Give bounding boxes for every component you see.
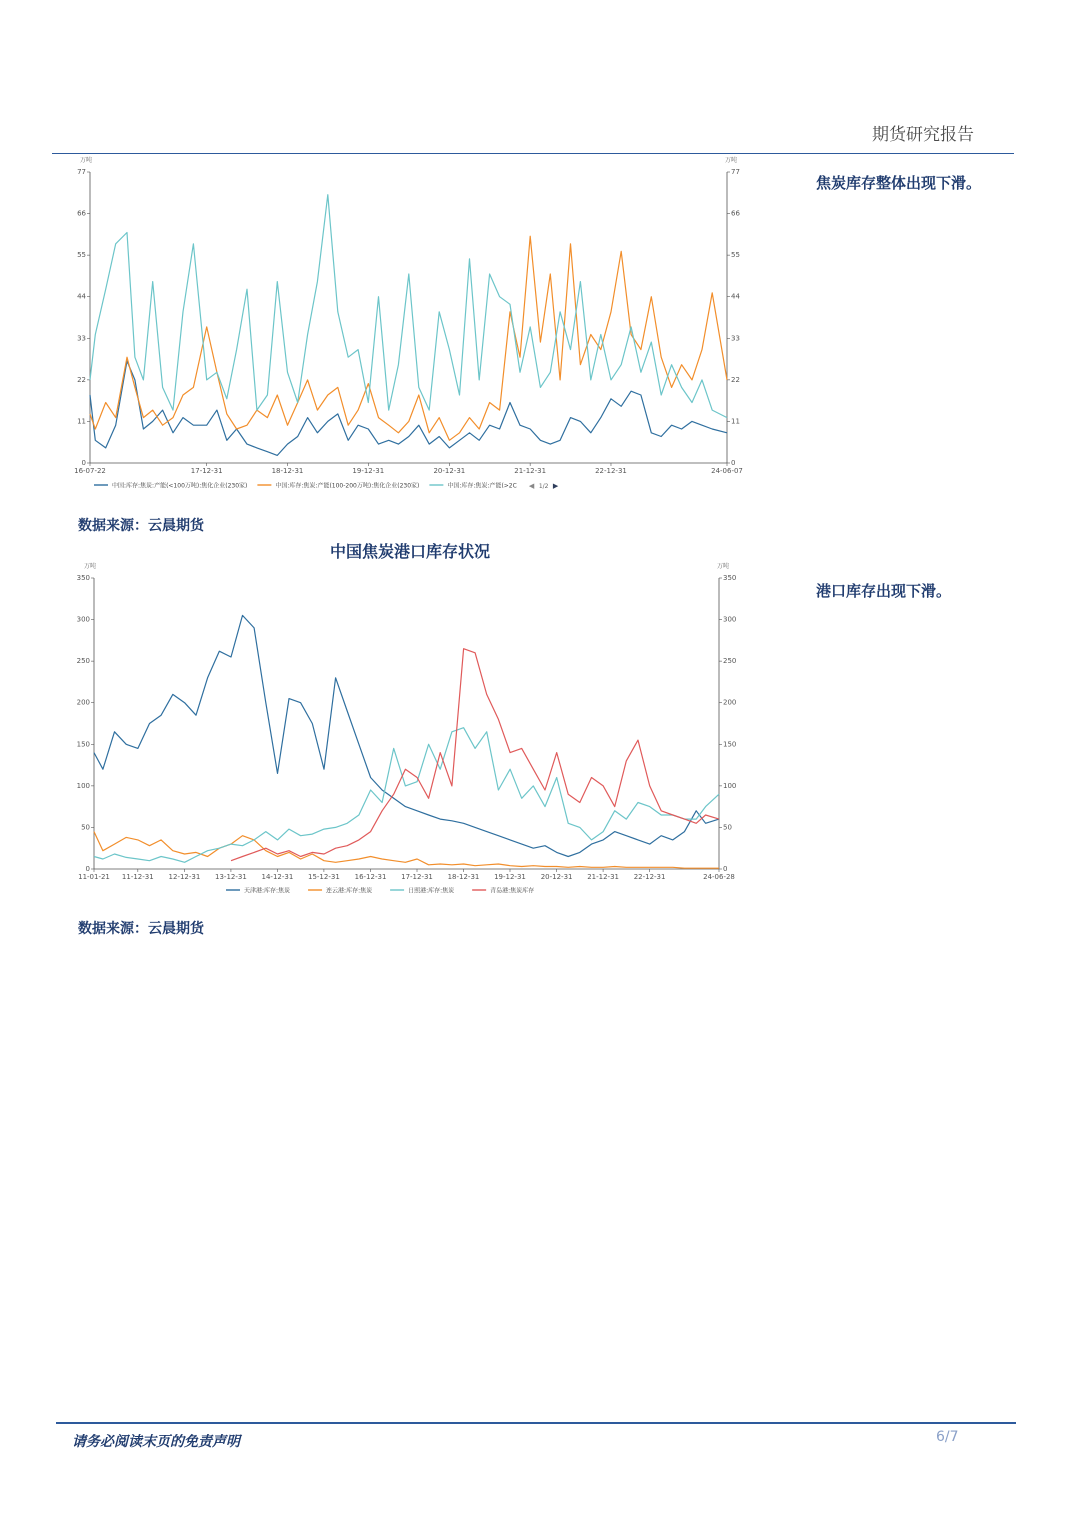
y-tick-label-right: 11 <box>731 417 740 426</box>
chart2-source: 数据来源：云晨期货 <box>78 921 204 937</box>
x-tick-label: 21-12-31 <box>514 467 547 475</box>
y-tick-label-right: 66 <box>731 209 740 218</box>
legend-label-1: 中国:库存:焦炭:产能(<100万吨):焦化企业(230家) <box>112 482 248 490</box>
y-tick-label: 33 <box>77 334 86 343</box>
report-header-title: 期货研究报告 <box>872 125 974 145</box>
y-tick-label-right: 250 <box>723 657 737 666</box>
page-number: 6/7 <box>936 1429 959 1445</box>
x-tick-label: 12-12-31 <box>168 873 201 881</box>
x-tick-label: 18-12-31 <box>447 873 480 881</box>
series-line-2 <box>94 832 719 869</box>
y-tick-label: 22 <box>77 375 86 384</box>
unit-right-label: 万吨 <box>716 563 730 570</box>
legend-label-2: 中国:库存:焦炭:产能(100-200万吨):焦化企业(230家) <box>275 482 420 490</box>
x-tick-label: 17-12-31 <box>190 467 223 475</box>
y-tick-label: 11 <box>77 417 86 426</box>
x-tick-label: 20-12-31 <box>433 467 466 475</box>
y-tick-label: 200 <box>76 698 90 707</box>
chart-port-coke-inventory <box>66 558 752 898</box>
y-tick-label-right: 0 <box>731 459 736 467</box>
series-line-4 <box>231 649 719 861</box>
y-tick-label-right: 350 <box>723 574 737 582</box>
series-line-1 <box>90 361 727 455</box>
footer-disclaimer: 请务必阅读末页的免责声明 <box>72 1434 240 1450</box>
y-tick-label: 150 <box>76 740 90 749</box>
y-tick-label-right: 200 <box>723 698 737 707</box>
y-tick-label-right: 77 <box>731 168 740 176</box>
y-tick-label: 300 <box>76 615 90 624</box>
y-tick-label: 55 <box>77 251 86 260</box>
legend-label-3: 中国:库存:焦炭:产能(>2C <box>447 482 517 490</box>
y-tick-label-right: 55 <box>731 251 740 260</box>
x-tick-label: 18-12-31 <box>271 467 304 475</box>
chart2-title: 中国焦炭港口库存状况 <box>330 542 491 561</box>
legend-label-3: 日照港:库存:焦炭 <box>408 887 455 895</box>
y-tick-label: 350 <box>76 574 90 582</box>
x-tick-label: 20-12-31 <box>540 873 573 881</box>
unit-left-label: 万吨 <box>83 563 97 570</box>
unit-right-label: 万吨 <box>724 157 738 164</box>
chart1-side-note: 焦炭库存整体出现下滑。 <box>816 174 982 192</box>
chart1-source: 数据来源：云晨期货 <box>78 518 204 534</box>
y-tick-label: 66 <box>77 209 86 218</box>
x-tick-label: 16-12-31 <box>354 873 387 881</box>
x-tick-label: 21-12-31 <box>587 873 619 881</box>
y-tick-label: 100 <box>76 781 90 790</box>
y-tick-label: 77 <box>77 168 86 176</box>
footer-divider <box>56 1422 1016 1424</box>
series-line-2 <box>90 236 727 440</box>
y-tick-label-right: 44 <box>731 292 740 301</box>
y-tick-label: 250 <box>76 657 90 666</box>
x-tick-label: 22-12-31 <box>595 467 627 475</box>
x-tick-label: 19-12-31 <box>352 467 385 475</box>
y-tick-label-right: 100 <box>723 781 737 790</box>
y-tick-label-right: 50 <box>723 823 732 832</box>
x-tick-label: 15-12-31 <box>308 873 340 881</box>
y-tick-label: 0 <box>85 865 90 873</box>
legend-label-2: 连云港:库存:焦炭 <box>326 887 373 895</box>
series-line-1 <box>94 615 719 856</box>
legend-next-icon[interactable]: ▶ <box>552 482 559 490</box>
x-tick-label: 13-12-31 <box>215 873 247 881</box>
legend-label-4: 青岛港:焦炭库存 <box>490 887 535 895</box>
x-tick-label: 22-12-31 <box>633 873 666 881</box>
legend-prev-icon[interactable]: ◀ <box>528 482 535 490</box>
x-tick-label: 11-01-21 <box>78 873 110 881</box>
y-tick-label: 0 <box>81 459 86 467</box>
x-tick-label: 17-12-31 <box>401 873 433 881</box>
y-tick-label-right: 300 <box>723 615 737 624</box>
series-line-3 <box>90 195 727 418</box>
y-tick-label-right: 150 <box>723 740 737 749</box>
y-tick-label-right: 22 <box>731 375 740 384</box>
legend-label-1: 天津港:库存:焦炭 <box>244 887 291 895</box>
x-tick-label: 11-12-31 <box>121 873 154 881</box>
y-tick-label: 50 <box>81 823 90 832</box>
chart2-side-note: 港口库存出现下滑。 <box>816 582 952 600</box>
x-tick-label: 14-12-31 <box>261 873 294 881</box>
unit-left-label: 万吨 <box>79 157 93 164</box>
y-tick-label: 44 <box>77 292 86 301</box>
x-tick-label: 24-06-07 <box>711 467 743 475</box>
x-tick-label: 16-07-22 <box>74 467 106 475</box>
x-tick-label: 19-12-31 <box>494 873 526 881</box>
y-tick-label-right: 0 <box>723 865 728 873</box>
legend-page-indicator: 1/2 <box>538 483 549 490</box>
series-line-3 <box>94 728 719 863</box>
y-tick-label-right: 33 <box>731 334 740 343</box>
chart-coke-inventory-by-capacity <box>66 152 752 497</box>
x-tick-label: 24-06-28 <box>703 873 735 881</box>
